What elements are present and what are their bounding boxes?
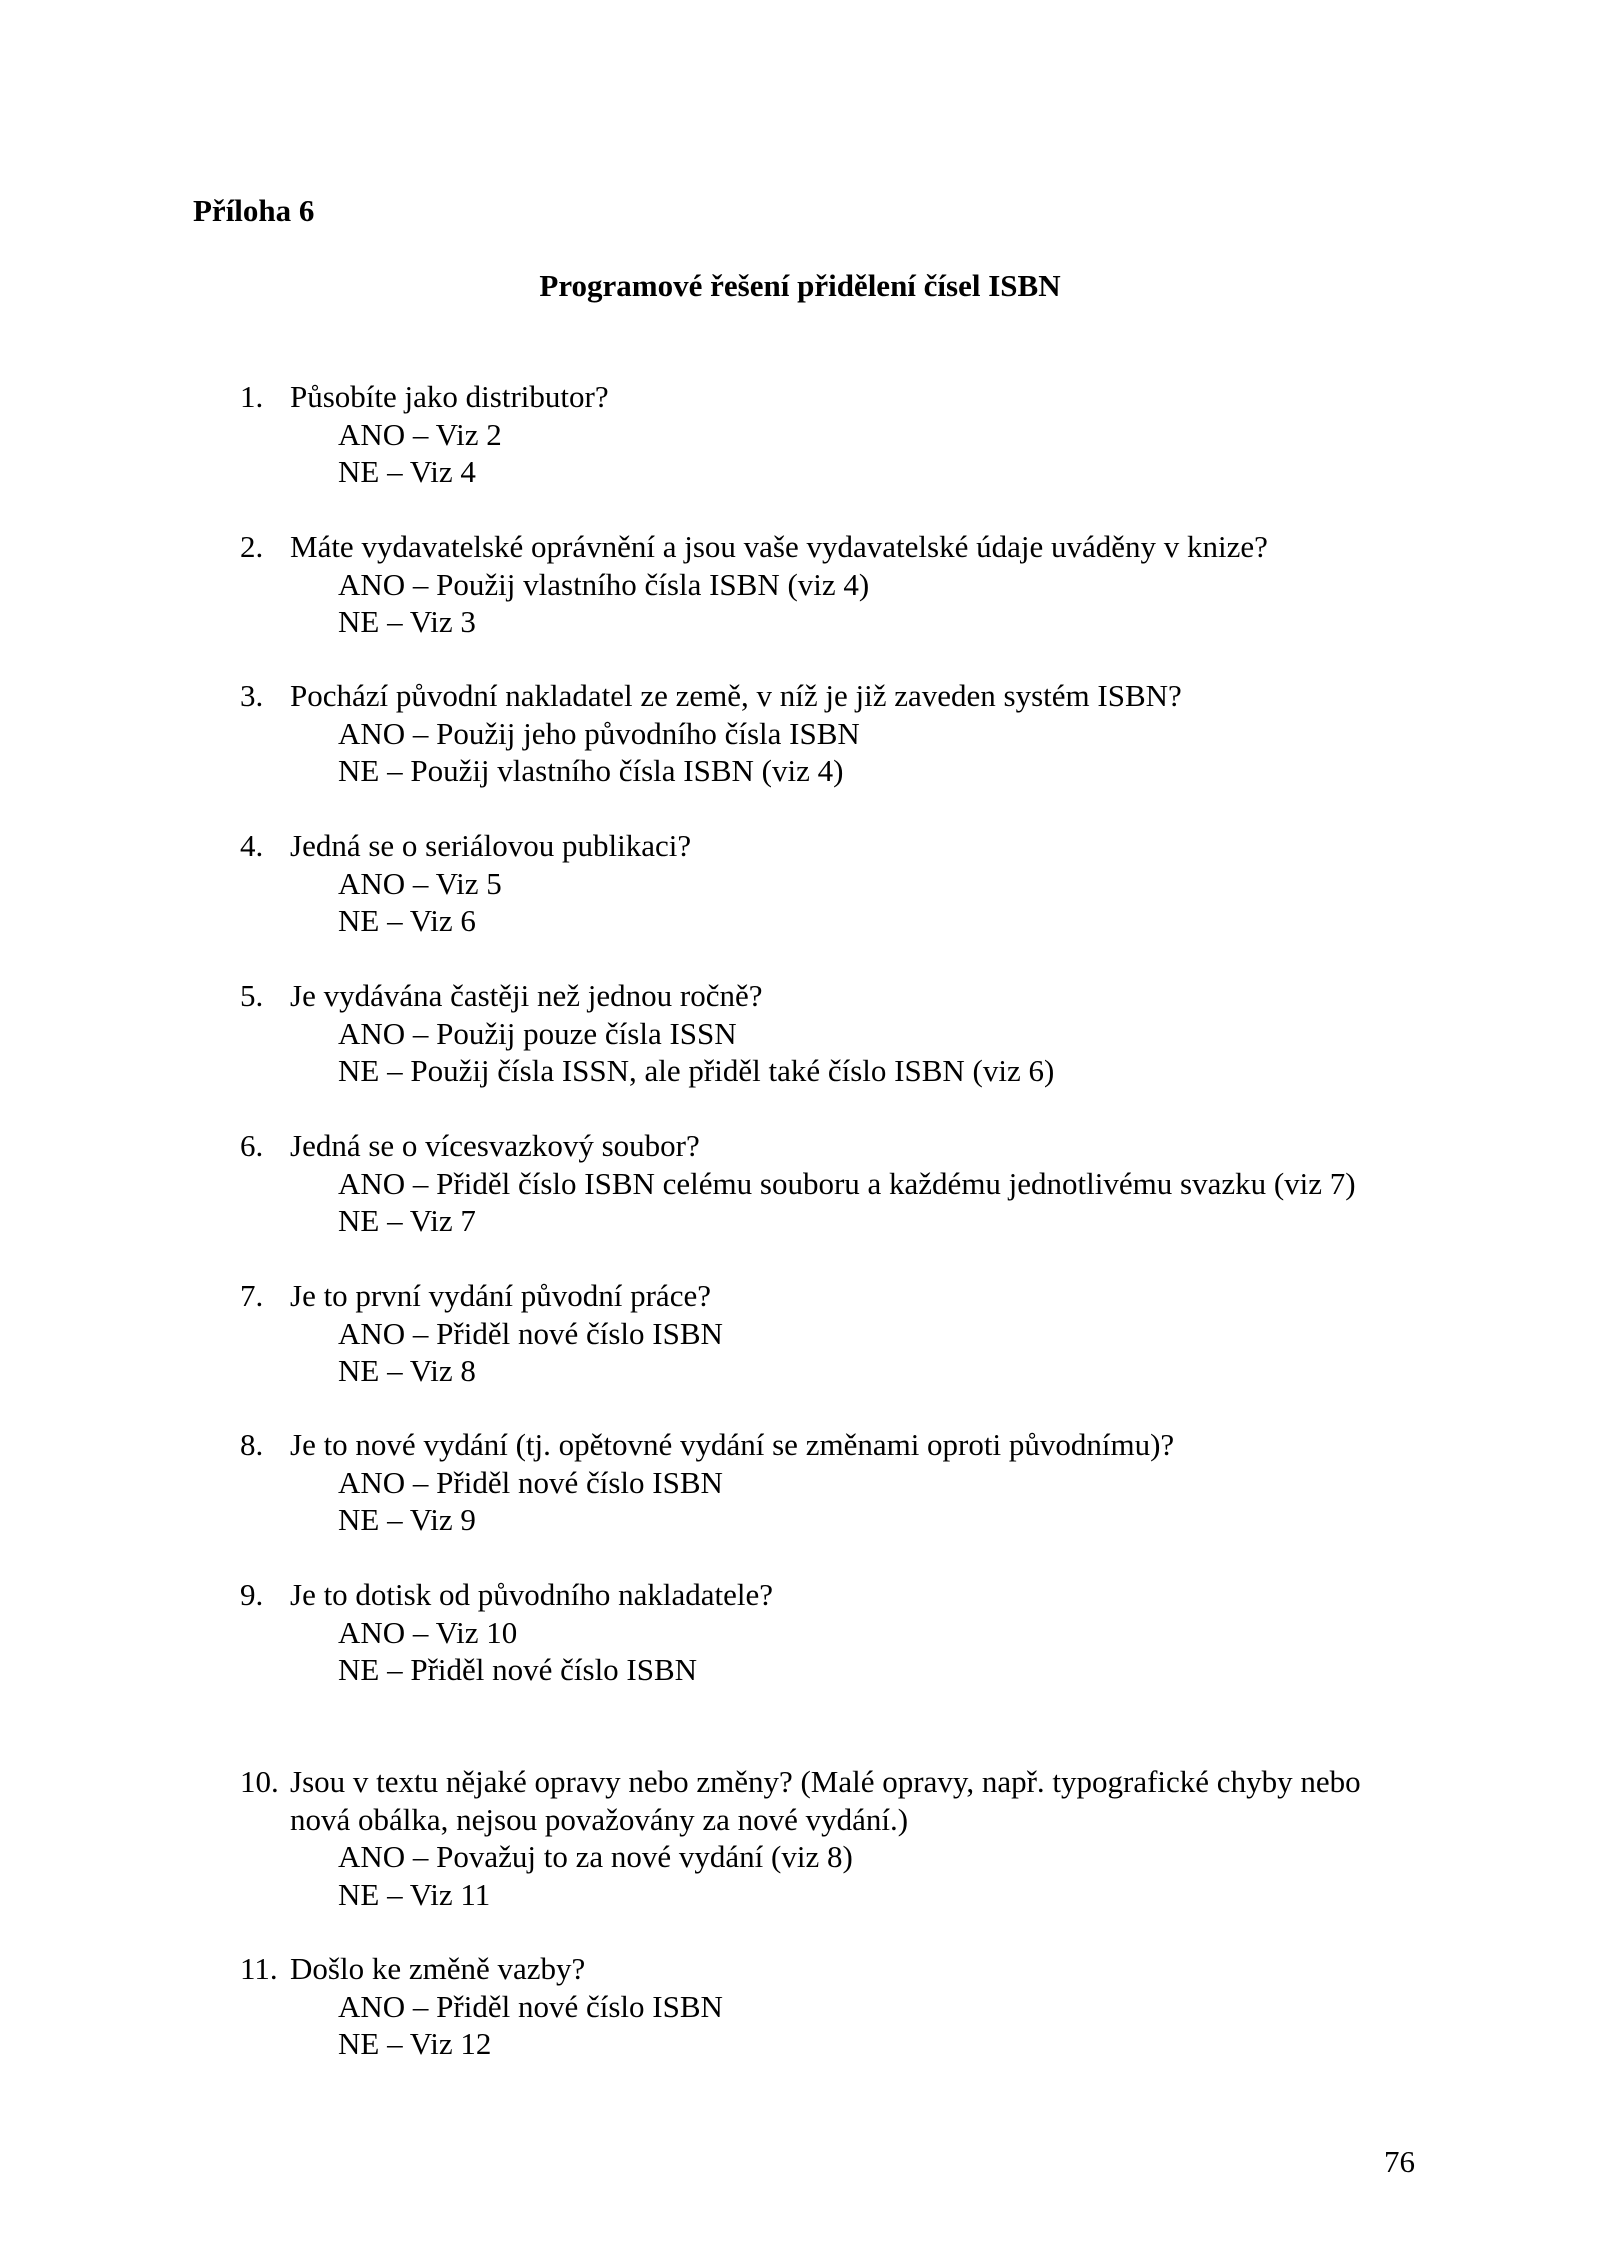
answer-no: NE – Viz 12 — [338, 2026, 492, 2061]
question-number: 6. — [240, 1128, 264, 1163]
question-text: Je to první vydání původní práce? — [290, 1278, 711, 1313]
answer-yes: ANO – Viz 10 — [338, 1614, 518, 1650]
question-number: 11. — [240, 1951, 278, 1986]
question-number: 5. — [240, 978, 264, 1013]
answer-yes: ANO – Viz 2 — [338, 416, 502, 452]
question-text: Máte vydavatelské oprávnění a jsou vaše vydavatelské údaje uváděny v knize? — [290, 529, 1268, 564]
question-number: 1. — [240, 379, 264, 414]
question-text: Je vydávána častěji než jednou ročně? — [290, 978, 763, 1013]
answer-no: NE – Viz 4 — [338, 454, 476, 489]
answer-yes: ANO – Přiděl nové číslo ISBN — [338, 1464, 723, 1500]
answer-no: NE – Viz 9 — [338, 1502, 476, 1537]
answer-no: NE – Viz 6 — [338, 903, 476, 938]
answer-yes: ANO – Použij vlastního čísla ISBN (viz 4) — [338, 566, 870, 602]
question-text: Došlo ke změně vazby? — [290, 1951, 586, 1986]
question-text: Jedná se o vícesvazkový soubor? — [290, 1128, 700, 1163]
question-text: Je to nové vydání (tj. opětovné vydání se změnami oproti původnímu)? — [290, 1427, 1175, 1462]
question-number: 9. — [240, 1577, 264, 1612]
question-number: 3. — [240, 678, 264, 713]
question-text: Jsou v textu nějaké opravy nebo změny? (Malé opravy, např. typografické chyby nebo nová obálka, nejsou považovány za nové vydání.) — [290, 1764, 1361, 1837]
answer-yes: ANO – Přiděl nové číslo ISBN — [338, 1988, 723, 2024]
question-number: 10. — [240, 1764, 279, 1799]
question-number: 7. — [240, 1278, 264, 1313]
question-number: 8. — [240, 1427, 264, 1462]
question-number: 4. — [240, 828, 264, 863]
answer-no: NE – Viz 8 — [338, 1353, 476, 1388]
answer-no: NE – Viz 3 — [338, 604, 476, 639]
answer-yes: ANO – Přiděl nové číslo ISBN — [338, 1315, 723, 1351]
answer-no: NE – Použij vlastního čísla ISBN (viz 4) — [338, 753, 844, 788]
answer-no: NE – Přiděl nové číslo ISBN — [338, 1652, 698, 1687]
answer-yes: ANO – Přiděl číslo ISBN celému souboru a každému jednotlivému svazku (viz 7) — [338, 1165, 1356, 1201]
question-number: 2. — [240, 529, 264, 564]
question-text: Působíte jako distributor? — [290, 379, 609, 414]
answer-yes: ANO – Považuj to za nové vydání (viz 8) — [338, 1839, 853, 1874]
appendix-label: Příloha 6 — [193, 193, 315, 228]
answer-no: NE – Viz 11 — [338, 1876, 491, 1912]
question-text: Je to dotisk od původního nakladatele? — [290, 1577, 773, 1612]
question-text: Jedná se o seriálovou publikaci? — [290, 828, 692, 863]
answer-yes: ANO – Viz 5 — [338, 865, 502, 901]
answer-yes: ANO – Použij pouze čísla ISSN — [338, 1015, 737, 1051]
question-text: Pochází původní nakladatel ze země, v níž je již zaveden systém ISBN? — [290, 678, 1182, 713]
answer-no: NE – Použij čísla ISSN, ale přiděl také číslo ISBN (viz 6) — [338, 1053, 1055, 1088]
answer-yes: ANO – Použij jeho původního čísla ISBN — [338, 715, 860, 751]
answer-no: NE – Viz 7 — [338, 1203, 476, 1238]
page-title: Programové řešení přidělení čísel ISBN — [539, 268, 1061, 303]
page-number: 76 — [1384, 2144, 1415, 2179]
